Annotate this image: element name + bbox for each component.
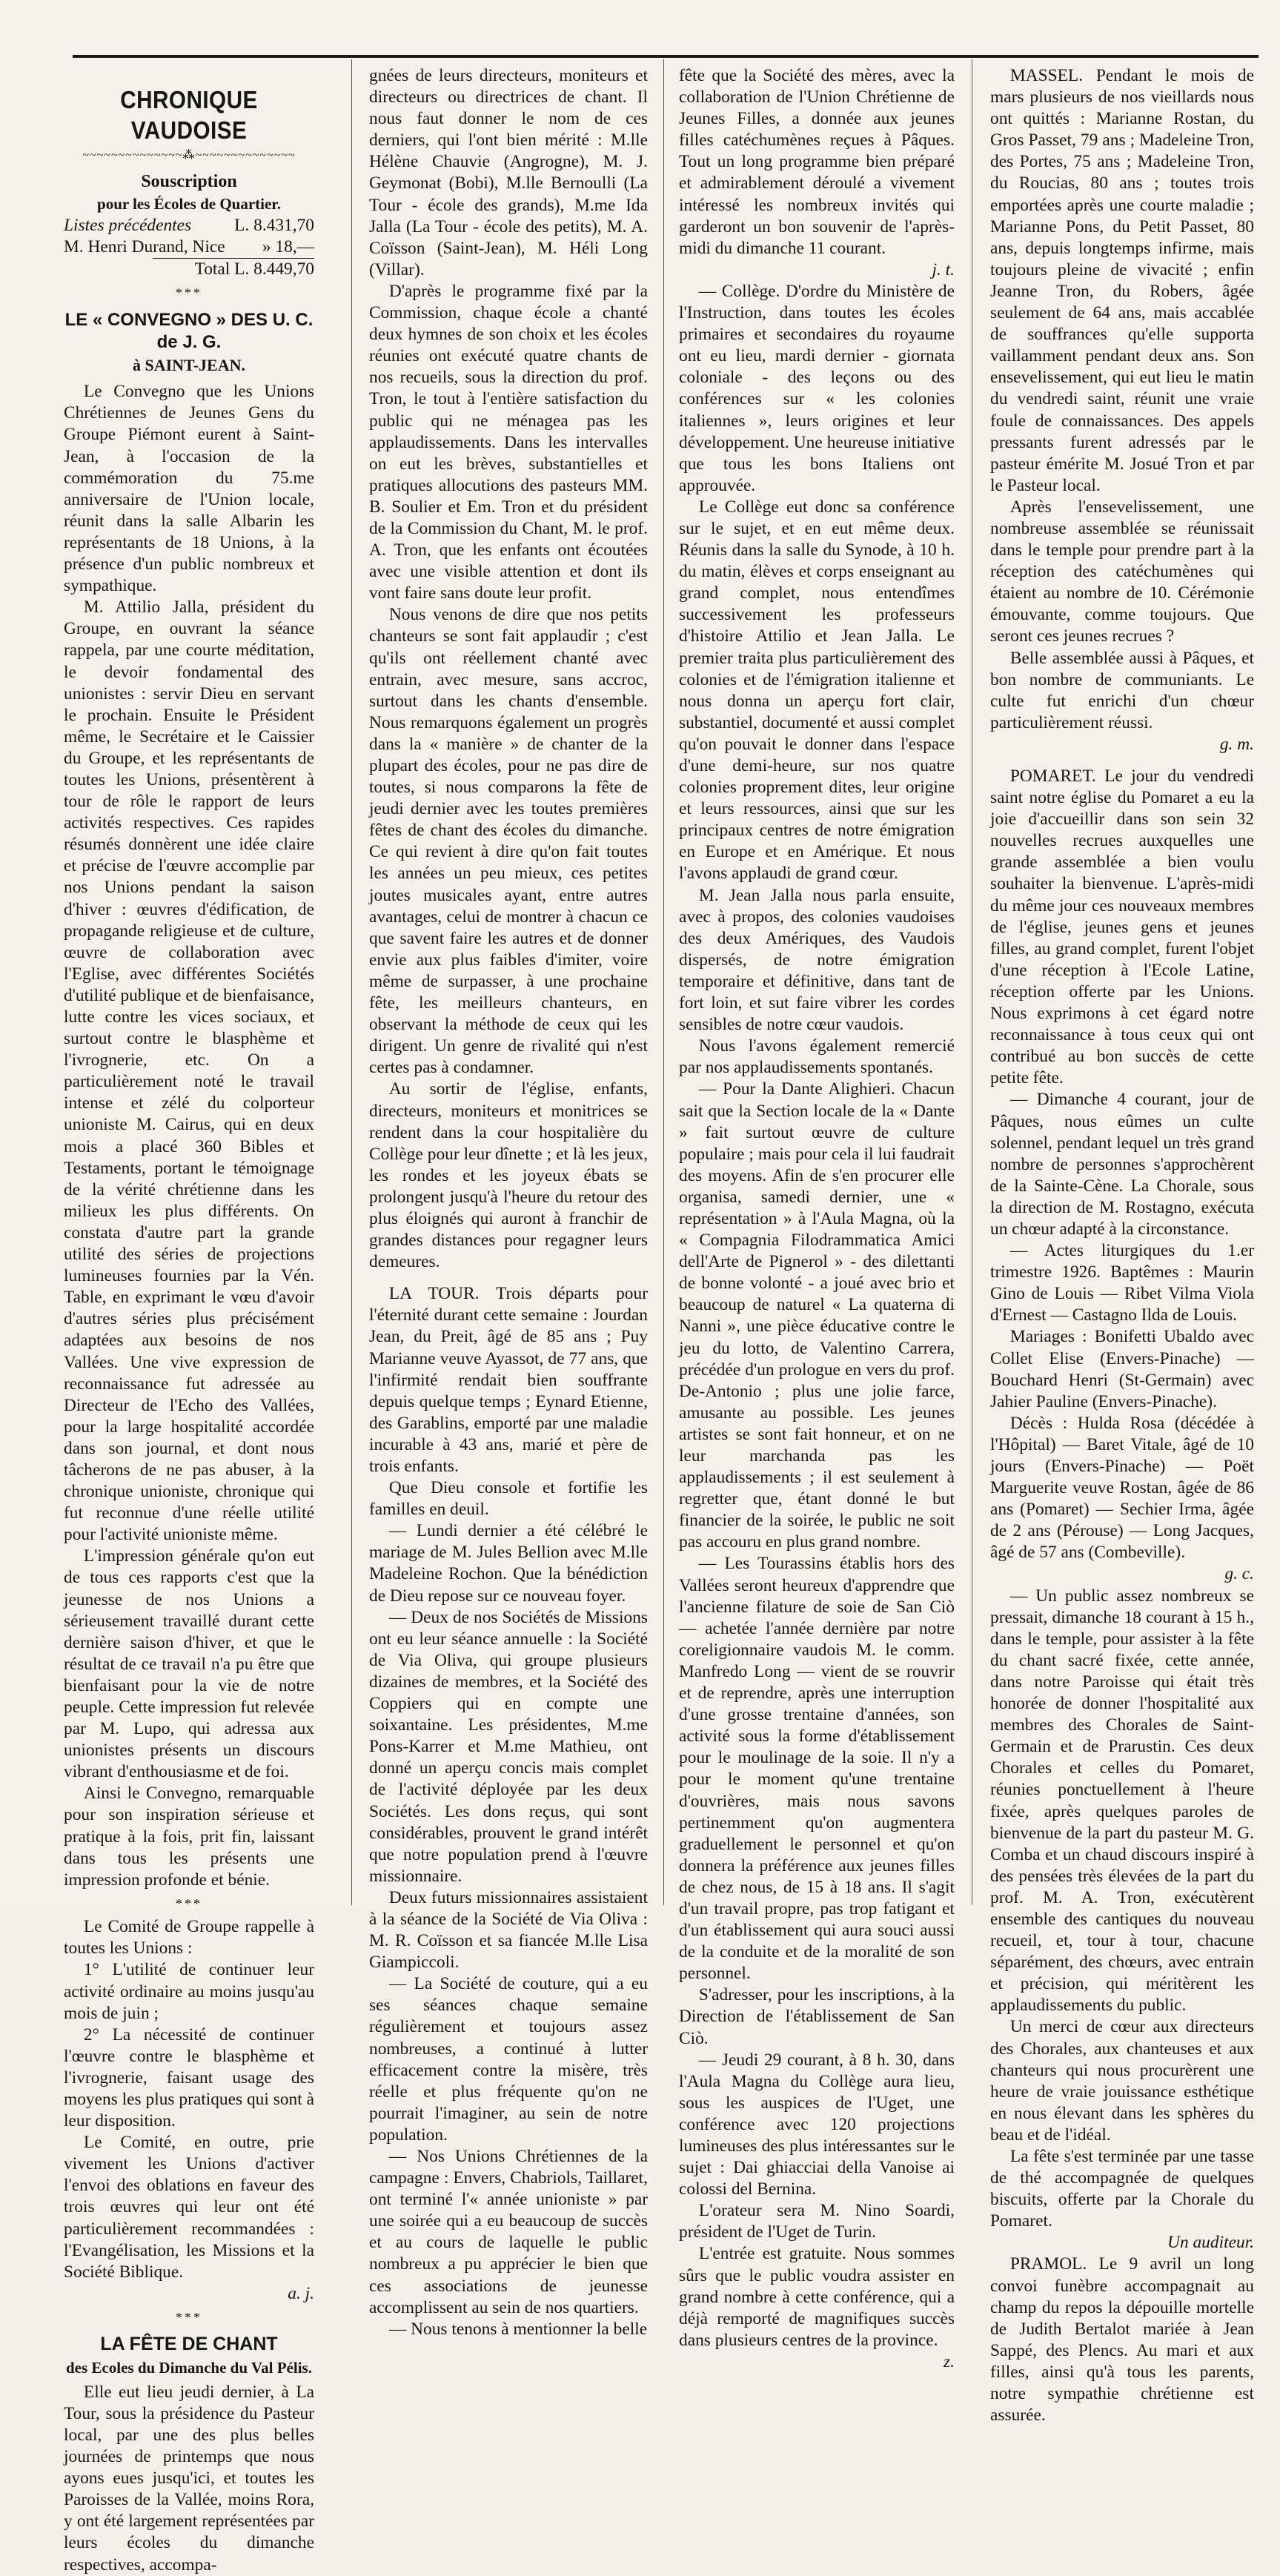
- article-paragraph: Au sortir de l'église, enfants, directeurs, moniteurs et monitrices se rendent dans la cour hospitalière du Collège pour leur dînette ; et là les jeux, les rondes et les joyeux ébats se prolongent jusqu'à l'heure du retour des plus éloignés qui auront à franchir de grandes distances pour regagner leurs demeures.: [369, 1079, 648, 1272]
- article-paragraph: — Actes liturgiques du 1.er trimestre 1926. Baptêmes : Maurin Gino de Louis — Ribet Vilma Viola d'Ernest — Castagno Ilda de Louis.: [990, 1241, 1254, 1325]
- article-paragraph: Ainsi le Convegno, remarquable pour son inspiration sérieuse et pratique à la fois, prit fin, laissant dans tous les présents une impression profonde et bénie.: [64, 1784, 314, 1890]
- convegno-title: LE « CONVEGNO » DES U. C. de J. G.: [64, 309, 314, 352]
- column-4: [990, 65, 1254, 2426]
- article-paragraph: — La Société de couture, qui a eu ses séances chaque semaine régulièrement et toujours assez nombreuses, a continué à lutter efficacement contre la misère, très réelle et plus fréquente qu'on ne pourrait l'imaginer, au sein de notre population.: [369, 1974, 648, 2145]
- article-paragraph: Décès : Hulda Rosa (décédée à l'Hôpital) — Baret Vitale, âgé de 10 jours (Envers-Pinache) — Poët Marguerite veuve Rostan, âgée de 86 ans (Pomaret) — Sechier Irma, âgée de 2 ans (Pérouse) — Long Jacques, âgé de 57 ans (Combeville).: [990, 1413, 1254, 1563]
- article-paragraph: L'entrée est gratuite. Nous sommes sûrs que le public voudra assister en grand nombre à cette conférence, qui a déjà remporté de magnifiques succès dans plusieurs centres de la province.: [679, 2244, 955, 2350]
- top-rule: [73, 55, 1259, 58]
- article-paragraph: Belle assemblée aussi à Pâques, et bon nombre de communiants. Le culte fut enrichi d'un chœur particulièrement réussi.: [990, 648, 1254, 732]
- article-paragraph: — Jeudi 29 courant, à 8 h. 30, dans l'Aula Magna du Collège aura lieu, sous les auspices de l'Uget, une conférence avec 120 projections lumineuses des plus intéressantes sur le sujet : Dai ghiacciai della Vanoise ai colossi del Bernina.: [679, 2050, 955, 2199]
- subscription-row: [64, 236, 314, 258]
- article-paragraph: LA TOUR. Trois départs pour l'éternité durant cette semaine : Jourdan Jean, du Preit, âgé de 85 ans ; Puy Marianne veuve Ayassot, de 77 ans, que l'infirmité rendait bien souffrante depuis quelque temps ; Eynard Etienne, des Garablins, emporté par une maladie incurable à 43 ans, marié et père de trois enfants.: [369, 1284, 648, 1476]
- article-signature: a. j.: [288, 2283, 314, 2303]
- convegno-place: à SAINT-JEAN.: [132, 355, 245, 374]
- column-rule: [663, 59, 664, 1905]
- article-paragraph: — Nos Unions Chrétiennes de la campagne : Envers, Chabriols, Taillaret, ont terminé l'« année unioniste » par une soirée qui a eu beaucoup de succès et au cours de laquelle le public nombreux a pu apprécier le bien que ces associations de jeunesse accomplissent au sein de nos quartiers.: [369, 2147, 648, 2317]
- article-paragraph: D'après le programme fixé par la Commission, chaque école a chanté deux hymnes de son choix et les écoles réunies ont exécuté quatre chants de nos recueils, sous la direction du prof. Tron, le tout à l'entière satisfaction du public qui ne ménagea pas les applaudissements. Dans les intervalles on eut les brèves, substantielles et pratiques allocutions des pasteurs MM. B. Soulier et Em. Tron et du président de la Commission du Chant, M. le prof. A. Tron, que les enfants ont écoutées avec une visible attention et dont ils vont faire sans doute leur profit.: [369, 281, 648, 603]
- article-paragraph: — Un public assez nombreux se pressait, dimanche 18 courant à 15 h., dans le temple, pour assister à la fête du chant sacré fixée, cette année, dans notre Paroisse qui était très honorée de donner l'hospitalité aux membres des Chorales de Saint-Germain et de Prarustin. Ces deux Chorales et celles du Pomaret, réunies ponctuellement à l'heure fixée, après quelques paroles de bienvenue de la part du pasteur M. G. Comba et un chaud discours inspiré à des pensées très élevées de la part du prof. M. A. Tron, exécutèrent ensemble des cantiques du nouveau recueil, et, tour à tour, chacune séparément, des chœurs, avec entrain et précision, qui méritèrent les applaudissements du public.: [990, 1586, 1254, 2016]
- column-1: [64, 65, 314, 2575]
- column-rule: [351, 59, 352, 1905]
- fete-subtitle: des Ecoles du Dimanche du Val Pélis.: [66, 2358, 312, 2377]
- article-paragraph: POMARET. Le jour du vendredi saint notre église du Pomaret a eu la joie d'accueillir dans son sein 32 nouvelles recrues auxquelles une grande assemblée a bien voulu souhaiter la bienvenue. L'après-midi du même jour ces nouveaux membres de l'église, jeunes gens et jeunes filles, au grand complet, furent l'objet d'une réception à l'Ecole Latine, réception offerte par les Unions. Nous exprimons à cet égard notre reconnaissance à tous ceux qui ont contribué au bon succès de cette petite fête.: [990, 766, 1254, 1088]
- article-signature: Un auditeur.: [1167, 2233, 1254, 2253]
- article-paragraph: La fête s'est terminée par une tasse de thé accompagnée de quelques biscuits, offerte par la Chorale du Pomaret.: [990, 2147, 1254, 2231]
- separator-stars: ***: [176, 1895, 202, 1911]
- article-paragraph: Que Dieu console et fortifie les familles en deuil.: [369, 1478, 648, 1520]
- article-signature: z.: [944, 2351, 955, 2371]
- separator-stars: ***: [176, 2309, 202, 2325]
- article-signature: g. c.: [1224, 1564, 1254, 1584]
- article-paragraph: — Lundi dernier a été célébré le mariage de M. Jules Bellion avec M.lle Madeleine Rochon. Que la bénédiction de Dieu repose sur ce nouveau foyer.: [369, 1521, 648, 1606]
- subscription-value: » 18,—: [262, 237, 314, 257]
- separator-stars: ***: [176, 285, 202, 301]
- subscription-heading: Souscription: [141, 171, 237, 191]
- article-paragraph: Le Comité, en outre, prie vivement les Unions d'activer l'envoi des oblations en faveur des trois œuvres qui leur ont été particulièrement recommandées : l'Evangélisation, les Missions et la Société Biblique.: [64, 2133, 314, 2282]
- article-paragraph: Elle eut lieu jeudi dernier, à La Tour, sous la présidence du Pasteur local, par une des plus belles journées de printemps que nous ayons eues jusqu'ici, et toutes les Paroisses de la Vallée, moins Rora, y ont été largement représentées par leurs écoles du dimanche respectives, accompa-: [64, 2382, 314, 2575]
- article-paragraph: — Pour la Dante Alighieri. Chacun sait que la Section locale de la « Dante » fait surtout œuvre de culture populaire ; mais pour cela il lui faudrait des moyens. Afin de s'en procurer elle organisa, samedi dernier, une « représentation » à l'Aula Magna, où la « Compagnia Filodrammatica Amici dell'Arte de Pignerol » - des dilettanti de bonne volonté - a joué avec brio et beaucoup de naturel « La quaterna di Nanni », une pièce éducative contre le jeu du lotto, de Valentino Carrera, précédée d'un prologue en vers du prof. De-Antonio ; plus une jolie farce, amusante au possible. Les jeunes artistes se sont fait honneur, et on ne leur marchanda pas les applaudissements ; il est seulement à regretter que, étant donné le but financier de la soirée, le public ne soit pas accouru en plus grand nombre.: [679, 1079, 955, 1552]
- article-paragraph: — Dimanche 4 courant, jour de Pâques, nous eûmes un culte solennel, pendant lequel un très grand nombre de personnes s'approchèrent de la Sainte-Cène. La Chorale, sous la direction de M. Rostagno, exécuta un chœur adapté à la circonstance.: [990, 1090, 1254, 1239]
- article-paragraph: Mariages : Bonifetti Ubaldo avec Collet Elise (Envers-Pinache) — Bouchard Henri (St-Germain) avec Jahier Pauline (Envers-Pinache).: [990, 1327, 1254, 1411]
- subscription-label: Listes précédentes: [64, 216, 192, 236]
- fete-title: LA FÊTE DE CHANT: [100, 2334, 278, 2355]
- article-paragraph: Nous l'avons également remercié par nos applaudissements spontanés.: [679, 1036, 955, 1078]
- column-3: [679, 65, 955, 2371]
- article-paragraph: — Collège. D'ordre du Ministère de l'Instruction, dans toutes les écoles primaires et secondaires du royaume ont eu lieu, mardi dernier - giornata coloniale - des leçons ou des conférences sur « les colonies italiennes », leurs origines et leur développement. Une heureuse initiative que tous les bons Italiens ont approuvée.: [679, 281, 955, 495]
- subscription-total: Total L. 8.449,70: [153, 258, 314, 280]
- article-paragraph: M. Attilio Jalla, président du Groupe, en ouvrant la séance rappela, par une courte méditation, le devoir fondamental des unionistes : servir Dieu en servant le prochain. Ensuite le Président même, le Secrétaire et le Caissier du Groupe, et les représentants de toutes les Unions, présentèrent à tour de rôle le rapport de leurs activités respectives. Ces rapides résumés donnèrent une idée claire et précise de l'œuvre accomplie par nos Unions pendant la saison d'hiver : œuvres d'édification, de propagande religieuse et de culture, œuvre de collaboration avec l'Eglise, avec différentes Sociétés d'utilité publique et de bienfaisance, lutte contre les vices sociaux, et surtout contre le blasphème et l'ivrognerie, etc. On a particulièrement noté le travail intense et zélé du colporteur unioniste M. Cairus, qui en deux mois a placé 360 Bibles et Testaments, portant le témoignage de la vérité chrétienne dans les milieux les plus différents. On constata d'autre part la grande utilité des séries de projections lumineuses fournies par la Vén. Table, en exprimant le vœu d'avoir d'autres séries plus précisément adaptées aux besoins de nos Vallées. Une vive expression de reconnaissance fut adressée au Directeur de l'Echo des Vallées, pour la large hospitalité accordée dans son journal, et dont nous tâcherons de ne pas abuser, à la chronique unioniste, chronique qui fut reconnue d'une réelle utilité pour l'activité unioniste même.: [64, 597, 314, 1545]
- article-paragraph: Un merci de cœur aux directeurs des Chorales, aux chanteuses et aux chanteurs qui nous procurèrent une heure de vraie jouissance esthétique en nous élevant dans les sphères du beau et de l'idéal.: [990, 2017, 1254, 2145]
- subscription-value: L. 8.431,70: [234, 216, 314, 236]
- article-paragraph: fête que la Société des mères, avec la collaboration de l'Union Chrétienne de Jeunes Filles, a donnée aux jeunes filles catéchumènes reçues à Pâques. Tout un long programme bien préparé et admirablement déroulé a vivement intéressé les nombreux invités qui garderont un bon souvenir de l'après-midi du dimanche 11 courant.: [679, 66, 955, 258]
- article-paragraph: L'impression générale qu'on eut de tous ces rapports c'est que la jeunesse de nos Unions a sérieusement travaillé durant cette dernière saison d'hiver, et que le résultat de ce travail n'a pu être que bienfaisant pour la vie de notre peuple. Cette impression fut relevée par M. Lupo, qui adressa aux unionistes présents un discours vibrant d'enthousiasme et de foi.: [64, 1546, 314, 1782]
- subscription-label: M. Henri Durand, Nice: [64, 237, 225, 257]
- article-paragraph: Deux futurs missionnaires assistaient à la séance de la Société de Via Oliva : M. R. Coïsson et sa fiancée M.lle Lisa Giampiccoli.: [369, 1887, 648, 1973]
- subscription-subheading: pour les Écoles de Quartier.: [97, 194, 281, 213]
- article-paragraph: Nous venons de dire que nos petits chanteurs se sont fait applaudir ; c'est qu'ils ont réellement chanté avec entrain, avec mesure, sans accroc, surtout dans les chants d'ensemble. Nous remarquons également un progrès dans la « manière » de chanter de la plupart des écoles, pour ne pas dire de toutes, si nous comparons la fête de jeudi dernier avec les toutes premières fêtes de chant des écoles du dimanche. Ce qui revient à dire qu'on fait toutes les années un peu mieux, ces petites joutes musicales ayant, entre autres avantages, celui de montrer à chacun ce que savent faire les autres et de donner envie aux plus faibles d'imiter, voire même de surpasser, à une prochaine fête, les meilleurs chanteurs, en observant la méthode de ceux qui les dirigent. Un genre de rivalité qui n'est certes pas à condamner.: [369, 605, 648, 1078]
- article-paragraph: L'orateur sera M. Nino Soardi, président de l'Uget de Turin.: [679, 2201, 955, 2242]
- title-ornament: ~~~~~~~~~~~~~~⁂~~~~~~~~~~~~~~: [82, 149, 296, 162]
- section-title: CHRONIQUE VAUDOISE: [120, 86, 258, 145]
- article-paragraph: 2° La nécessité de continuer l'œuvre contre le blasphème et l'ivrognerie, faisant usage des moyens les plus pratiques qui sont à leur disposition.: [64, 2024, 314, 2131]
- article-paragraph: — Les Tourassins établis hors des Vallées seront heureux d'apprendre que l'ancienne filature de soie de San Ciò — achetée l'année dernière par notre coreligionnaire vaudois M. le comm. Manfredo Long — vient de se rouvrir et de reprendre, après une interruption d'une grosse trentaine d'années, son activité sous la forme d'établissement pour le moulinage de la soie. Il n'y a pour le moment qu'une trentaine d'ouvrières, mais nous savons pertinemment qu'on augmentera graduellement le personnel et qu'on donnera la préférence aux jeunes filles de chez nous, de 15 à 18 ans. Il s'agit d'un travail propre, pas trop fatigant et d'un établissement qui aura souci aussi de la conduite et de la moralité de son personnel.: [679, 1554, 955, 1984]
- article-paragraph: Le Convegno que les Unions Chrétiennes de Jeunes Gens du Groupe Piémont eurent à Saint-Jean, à l'occasion de la commémoration du 75.me anniversaire de l'Union locale, réunit dans la salle Albarin les représentants de 18 Unions, à la présence d'un public nombreux et sympathique.: [64, 382, 314, 596]
- article-paragraph: Le Collège eut donc sa conférence sur le sujet, et en eut même deux. Réunis dans la salle du Synode, à 10 h. du matin, élèves et corps enseignant au grand complet, nous entendîmes successivement les professeurs d'histoire Attilio et Jean Jalla. Le premier traita plus particulièrement des colonies et de l'émigration italienne et nous donna un aperçu fort clair, substantiel, documenté et aussi complet qu'on pouvait le donner dans l'espace d'une demi-heure, sur nos quatre colonies proprement dites, leur origine et leurs ressources, ainsi que sur les principaux centres de notre émigration en Europe et en Amérique. Et nous l'avons applaudi de grand cœur.: [679, 497, 955, 884]
- article-paragraph: PRAMOL. Le 9 avril un long convoi funèbre accompagnait au champ du repos la dépouille mortelle de Judith Bertalot mariée à Jean Sappé, des Plencs. Au mari et aux filles, ainsi qu'à tous les parents, notre sympathie chrétienne est assurée.: [990, 2254, 1254, 2426]
- article-signature: j. t.: [932, 259, 955, 279]
- article-paragraph: 1° L'utilité de continuer leur activité ordinaire au moins jusqu'au mois de juin ;: [64, 1960, 314, 2023]
- article-paragraph: — Deux de nos Sociétés de Missions ont eu leur séance annuelle : la Société de Via Oliva, qui groupe plusieurs dizaines de membres, et la Société des Coppiers qui en compte une soixantaine. Les présidentes, M.me Pons-Karrer et M.me Mathieu, ont donné un aperçu concis mais complet de l'activité déployée par les deux Sociétés. Les dons reçus, qui sont considérables, prouvent le grand intérêt que notre population prend à l'œuvre missionnaire.: [369, 1607, 648, 1886]
- article-paragraph: M. Jean Jalla nous parla ensuite, avec à propos, des colonies vaudoises des deux Amériques, des Vaudois dispersés, de notre émigration temporaire et définitive, dans tant de fort loin, et sut faire vibrer les cordes sensibles de notre cœur vaudois.: [679, 885, 955, 1035]
- article-signature: g. m.: [1219, 734, 1254, 754]
- article-paragraph: gnées de leurs directeurs, moniteurs et directeurs ou directrices de chant. Il nous faut donner le nom de ces derniers, qui l'ont bien mérité : M.lle Hélène Chauvie (Angrogne), M. J. Geymonat (Bobi), M.lle Bernoulli (La Tour - école des grands), M.me Ida Jalla (La Tour - école des petits), M. A. Coïsson (Saint-Jean), M. Héli Long (Villar).: [369, 66, 648, 279]
- article-paragraph: MASSEL. Pendant le mois de mars plusieurs de nos vieillards nous ont quittés : Marianne Rostan, du Gros Passet, 79 ans ; Madeleine Tron, des Portes, 75 ans ; Madeleine Tron, du Roucias, 80 ans ; toutes trois emportées après une courte maladie ; Marianne Pons, du Petit Passet, 80 ans, depuis longtemps infirme, mais toujours pleine de vivacité ; enfin Jeanne Tron, du Robers, âgée seulement de 64 ans, mais accablée de souffrances qu'elle supporta vaillamment pendant deux ans. Son ensevelissement, qui eut lieu le matin du vendredi saint, réunit une vraie foule de connaissances. Des appels pressants furent adressés par le pasteur émérite M. Josué Tron et par le Pasteur local.: [990, 66, 1254, 495]
- subscription-row: [64, 215, 314, 236]
- article-paragraph: Le Comité de Groupe rappelle à toutes les Unions :: [64, 1917, 314, 1959]
- article-paragraph: — Nous tenons à mentionner la belle: [388, 2319, 648, 2339]
- article-paragraph: Après l'ensevelissement, une nombreuse assemblée se réunissait dans le temple pour prendre part à la réception des catéchumènes qui étaient au nombre de 10. Cérémonie émouvante, comme toujours. Que seront ces jeunes recrues ?: [990, 497, 1254, 646]
- article-paragraph: S'adresser, pour les inscriptions, à la Direction de l'établissement de San Ciò.: [679, 1985, 955, 2048]
- column-2: [369, 65, 648, 2339]
